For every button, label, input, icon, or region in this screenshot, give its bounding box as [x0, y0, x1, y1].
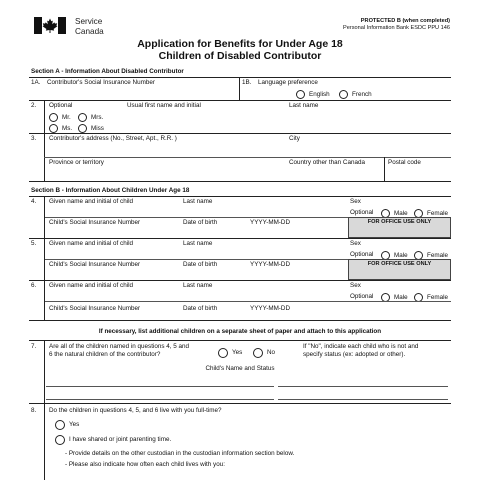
divider	[29, 100, 451, 101]
male-label: Male	[394, 209, 408, 217]
section-a-title: Section A - Information About Disabled Contributor	[31, 68, 184, 75]
city-label: City	[289, 135, 300, 142]
radio-button[interactable]	[78, 113, 87, 122]
office-use-label: FOR OFFICE USE ONLY	[367, 219, 432, 225]
q6-number: 6.	[31, 282, 37, 289]
child-name-status-field[interactable]	[278, 375, 448, 385]
address-field[interactable]	[48, 144, 284, 156]
sex-label: Sex	[350, 198, 361, 205]
optional-label: Optional	[49, 102, 73, 109]
q8-instruction-2: - Please also indicate how often each child lives with you:	[65, 461, 225, 468]
divider	[384, 157, 385, 181]
divider	[29, 280, 451, 281]
divider	[44, 301, 451, 302]
city-field[interactable]	[288, 144, 448, 156]
date-format-label: YYYY-MM-DD	[250, 261, 291, 268]
divider	[239, 77, 240, 100]
english-label: English	[309, 90, 330, 98]
divider	[44, 238, 45, 280]
org-name	[75, 17, 104, 36]
language-french-option[interactable]	[339, 90, 372, 99]
province-label: Province or territory	[49, 159, 104, 166]
q7-if-no-line-2: specify status (ex: adopted or other).	[303, 351, 406, 358]
q1a-number: 1A.	[31, 79, 41, 86]
radio-button[interactable]	[49, 124, 58, 133]
divider	[29, 196, 451, 197]
address-label: Contributor's address (No., Street, Apt., R.R. )	[49, 135, 177, 142]
postal-code-label: Postal code	[388, 159, 421, 166]
title-mr-option[interactable]	[49, 113, 71, 122]
child-given-name-label: Given name and initial of child	[49, 240, 134, 247]
child-sin-label: Child's Social Insurance Number	[49, 261, 141, 268]
q8-shared-option[interactable]	[55, 435, 171, 445]
q7-text-line-2: 6 the natural children of the contributor?	[49, 351, 161, 358]
country-label: Country other than Canada	[289, 159, 365, 166]
q1b-number: 1B.	[242, 79, 252, 86]
first-name-label: Usual first name and initial	[127, 102, 201, 109]
q1a-label: Contributor's Social Insurance Number	[47, 79, 155, 86]
female-label: Female	[427, 293, 448, 301]
q4-number: 4.	[31, 198, 37, 205]
q3-number: 3.	[31, 135, 37, 142]
office-use-label: FOR OFFICE USE ONLY	[367, 261, 432, 267]
q1b-label: Language preference	[258, 79, 318, 86]
radio-button[interactable]	[55, 435, 65, 445]
female-label: Female	[427, 209, 448, 217]
optional-label: Optional	[350, 251, 374, 258]
dob-label: Date of birth	[183, 305, 218, 312]
radio-button[interactable]	[55, 420, 65, 430]
radio-button[interactable]	[78, 124, 87, 133]
child-given-name-label: Given name and initial of child	[49, 198, 134, 205]
divider	[29, 77, 451, 78]
french-label: French	[352, 90, 372, 98]
ms-label: Ms.	[62, 124, 73, 132]
child-name-status-field[interactable]	[46, 375, 274, 385]
child-sin-label: Child's Social Insurance Number	[49, 305, 141, 312]
date-format-label: YYYY-MM-DD	[250, 305, 291, 312]
title-mrs-option[interactable]	[78, 113, 103, 122]
sex-label: Sex	[350, 240, 361, 247]
last-name-label: Last name	[289, 102, 319, 109]
no-label: No	[267, 349, 276, 356]
org-line-2: Canada	[75, 26, 104, 36]
last-name-field[interactable]	[288, 111, 448, 131]
divider	[29, 238, 451, 239]
dob-label: Date of birth	[183, 219, 218, 226]
first-name-field[interactable]	[126, 111, 284, 131]
protected-label: PROTECTED B (when completed)	[360, 18, 450, 24]
province-field[interactable]	[48, 168, 284, 179]
child-given-name-label: Given name and initial of child	[49, 282, 134, 289]
male-label: Male	[394, 251, 408, 259]
radio-button[interactable]	[339, 90, 348, 99]
miss-label: Miss	[91, 124, 104, 132]
radio-button[interactable]	[218, 348, 228, 358]
additional-children-note: If necessary, list additional children on a separate sheet of paper and attach to this application	[98, 328, 382, 335]
postal-code-field[interactable]	[386, 168, 448, 179]
q8-text: Do the children in questions 4, 5, and 6 live with you full-time?	[49, 407, 222, 414]
q7-if-no-line-1: If "No", indicate each child who is not and	[303, 343, 419, 350]
divider	[278, 386, 448, 387]
q8-instruction-1: - Provide details on the other custodian in the custodian information section below.	[65, 450, 295, 457]
male-label: Male	[394, 293, 408, 301]
form-title-line-2: Children of Disabled Contributor	[158, 50, 322, 62]
shared-parenting-label: I have shared or joint parenting time.	[69, 436, 172, 443]
female-label: Female	[427, 251, 448, 259]
q7-text-line-1: Are all of the children named in questions 4, 5 and	[49, 343, 190, 350]
q2-number: 2.	[31, 102, 37, 109]
q8-yes-option[interactable]	[55, 420, 79, 430]
divider	[44, 196, 45, 238]
divider	[44, 403, 45, 480]
divider	[44, 280, 45, 320]
divider	[278, 399, 448, 400]
form-title-line-1: Application for Benefits for Under Age 18	[137, 38, 343, 50]
date-format-label: YYYY-MM-DD	[250, 219, 291, 226]
org-line-1: Service	[75, 17, 103, 26]
q5-number: 5.	[31, 240, 37, 247]
q8-number: 8.	[31, 407, 37, 414]
child-name-status-field[interactable]	[278, 389, 448, 399]
child-name-status-label: Child's Name and Status	[205, 365, 275, 372]
child-name-status-field[interactable]	[46, 389, 274, 399]
language-english-option[interactable]	[296, 90, 330, 99]
radio-button[interactable]	[49, 113, 58, 122]
q7-yes-option[interactable]	[218, 348, 242, 358]
country-field[interactable]	[288, 168, 381, 179]
optional-label: Optional	[350, 209, 374, 216]
child-last-name-label: Last name	[183, 282, 213, 289]
q7-number: 7.	[31, 343, 37, 350]
divider	[29, 340, 451, 341]
title-miss-option[interactable]	[78, 124, 104, 133]
radio-button[interactable]	[296, 90, 305, 99]
divider	[44, 100, 45, 133]
divider	[29, 320, 451, 321]
divider	[29, 181, 451, 182]
canada-flag-logo	[34, 17, 66, 34]
info-bank-label: Personal Information Bank ESDC PPU 146	[343, 25, 450, 31]
divider	[29, 133, 451, 134]
divider	[46, 386, 274, 387]
divider	[46, 399, 274, 400]
contributor-sin-field[interactable]	[46, 88, 236, 98]
sex-label: Sex	[350, 282, 361, 289]
section-b-title: Section B - Information About Children Under Age 18	[31, 187, 190, 194]
optional-label: Optional	[350, 293, 374, 300]
child-last-name-label: Last name	[183, 198, 213, 205]
yes-label: Yes	[232, 349, 243, 356]
child-sin-label: Child's Social Insurance Number	[49, 219, 141, 226]
divider	[44, 157, 451, 158]
mr-label: Mr.	[62, 113, 71, 121]
yes-label: Yes	[69, 421, 80, 428]
mrs-label: Mrs.	[91, 113, 104, 121]
divider	[29, 403, 451, 404]
q7-no-option[interactable]	[253, 348, 275, 358]
child-last-name-label: Last name	[183, 240, 213, 247]
title-ms-option[interactable]	[49, 124, 72, 133]
dob-label: Date of birth	[183, 261, 218, 268]
radio-button[interactable]	[253, 348, 263, 358]
